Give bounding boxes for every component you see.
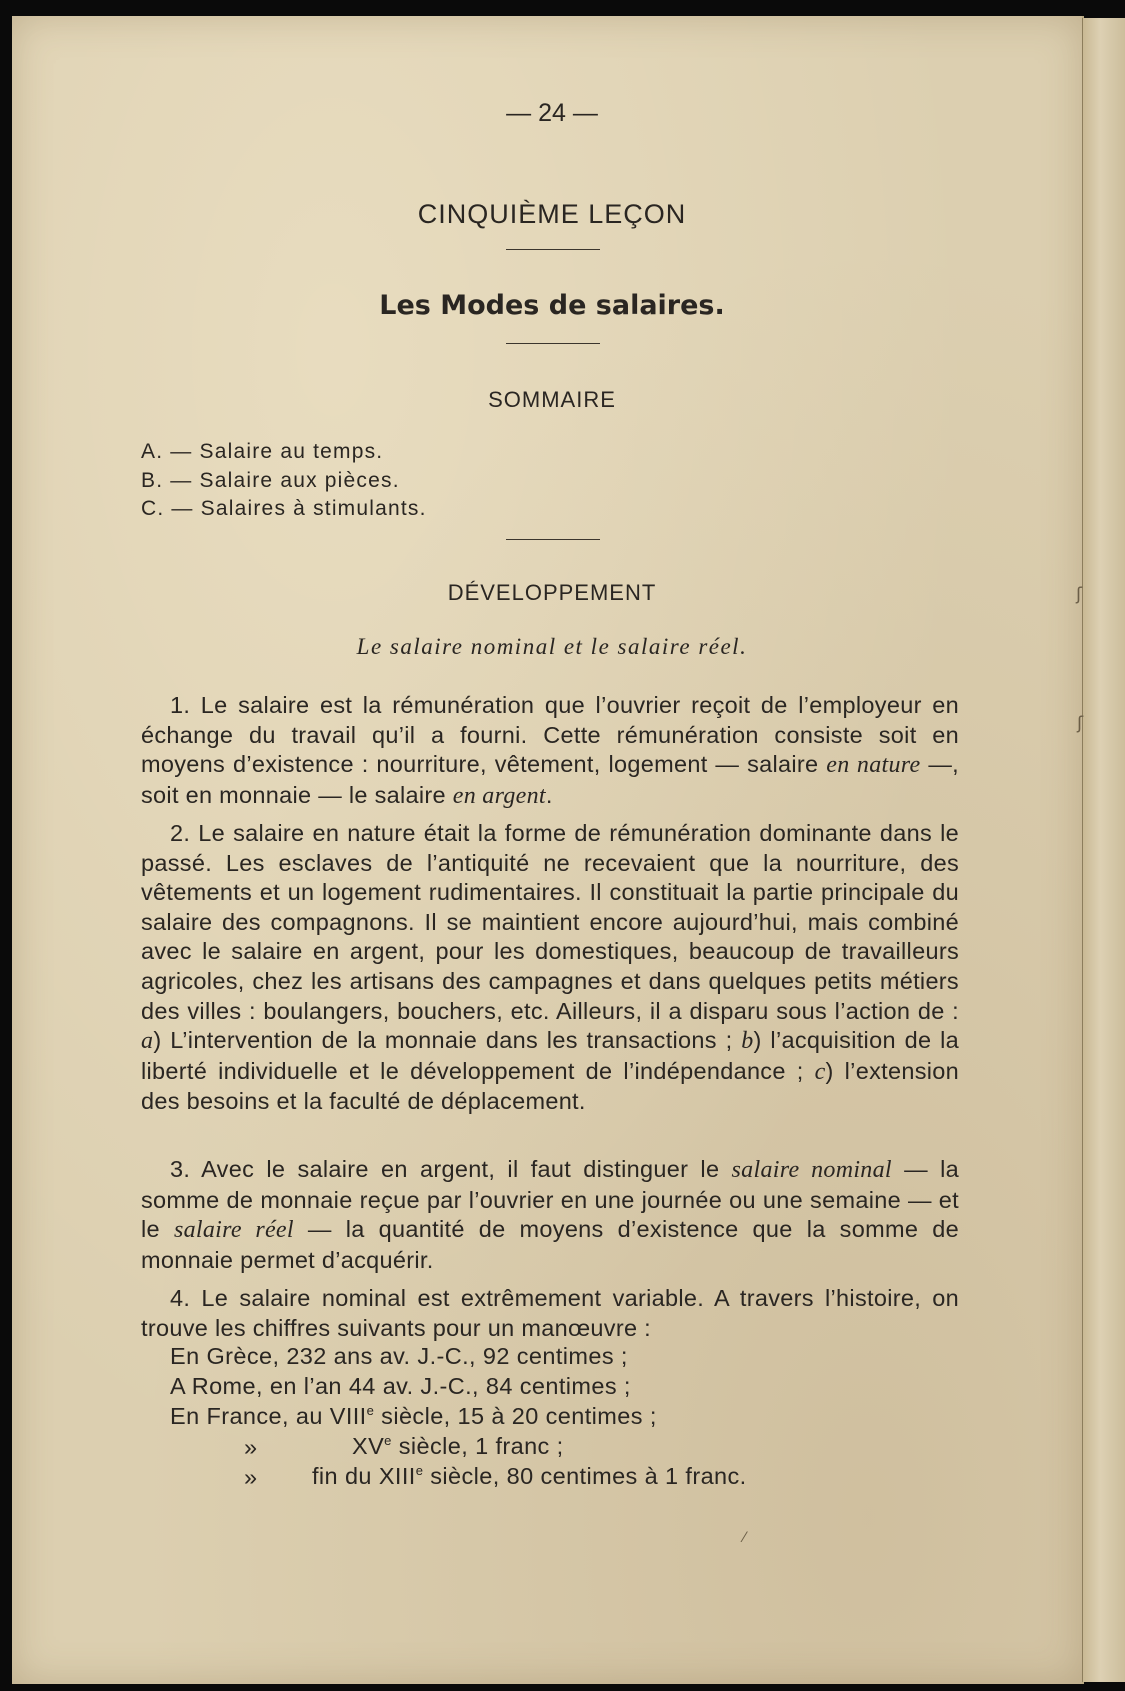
wage-line-greece: En Grèce, 232 ans av. J.-C., 92 centimes ; <box>170 1343 628 1369</box>
summary-item-b: B. — Salaire aux pièces. <box>141 469 400 492</box>
wage-line-rome: A Rome, en l’an 44 av. J.-C., 84 centimes ; <box>170 1373 631 1399</box>
paragraph-1: 1. Le salaire est la rémunération que l’ouvrier reçoit de l’employeur en échange du travail qu’il a fourni. Cette rémunération consiste soit en moyens d’existence : nourriture, vêtement, logement — salaire en nature —, soit en monnaie — le salaire en argent. <box>141 692 959 809</box>
lesson-title: CINQUIÈME LEÇON <box>417 199 687 229</box>
next-page-edge <box>1082 18 1125 1682</box>
divider-rule <box>506 539 600 540</box>
paragraph-3: 3. Avec le salaire en argent, il faut distinguer le salaire nominal — la somme de monnaie reçue par l’ouvrier en une journée ou une semaine — et le salaire réel — la quantité de moyens d’existence que la somme de monnaie permet d’acquérir. <box>141 1156 959 1273</box>
ditto-mark: » <box>244 1434 258 1460</box>
page-number: — 24 — <box>506 99 598 127</box>
wage-line-france-viii: En France, au VIIIe siècle, 15 à 20 centimes ; <box>170 1403 657 1429</box>
development-subtitle: Le salaire nominal et le salaire réel. <box>356 634 748 659</box>
paragraph-2: 2. Le salaire en nature était la forme de rémunération dominante dans le passé. Les esclaves de l’antiquité ne recevaient que la nourriture, des vêtements et un logement rudimentaires. Il constituait la partie principale du salaire des compagnons. Il se maintient encore aujourd’hui, mais combiné avec le salaire en argent, pour les domestiques, beaucoup de travailleurs agricoles, chez les artisans des campagnes et dans quelques petits métiers des villes : boulangers, bouchers, etc. Ailleurs, il a disparu sous l’action de : a) L’intervention de la monnaie dans les transactions ; b) l’acquisition de la liberté individuelle et le développement de l’indépendance ; c) l’extension des besoins et la faculté de déplacement. <box>141 820 959 1115</box>
divider-rule <box>506 343 600 344</box>
summary-item-c: C. — Salaires à stimulants. <box>141 497 427 520</box>
summary-item-a: A. — Salaire au temps. <box>141 440 384 463</box>
wage-line-france-xv: XVe siècle, 1 franc ; <box>352 1433 564 1459</box>
summary-heading: SOMMAIRE <box>488 387 616 412</box>
margin-mark-icon: ʃ <box>1077 713 1084 734</box>
divider-rule <box>506 249 600 250</box>
margin-mark-icon: ʃ <box>1076 584 1083 605</box>
ditto-mark: » <box>244 1464 258 1490</box>
wage-line-france-xiii: fin du XIIIe siècle, 80 centimes à 1 franc. <box>312 1463 747 1489</box>
paragraph-4: 4. Le salaire nominal est extrêmement variable. A travers l’histoire, on trouve les chiffres suivants pour un manœuvre : <box>141 1285 959 1341</box>
ink-speck-icon: ⁄ <box>743 1530 746 1546</box>
development-heading: DÉVELOPPEMENT <box>447 580 657 605</box>
main-title: Les Modes de salaires. <box>379 290 725 321</box>
